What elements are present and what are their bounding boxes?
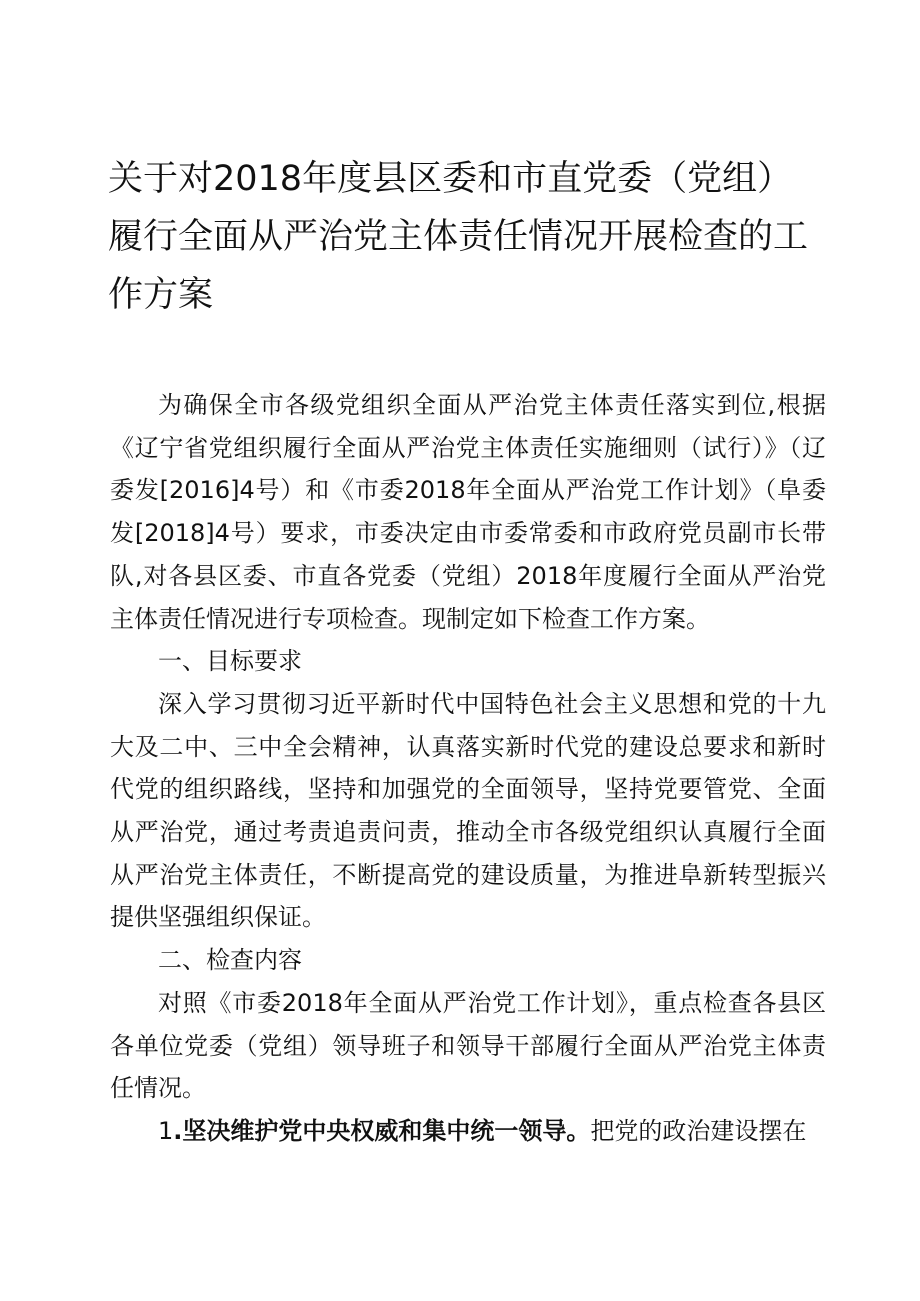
section-heading-goals: 一、目标要求 bbox=[158, 647, 302, 676]
list-item-bold-heading: .坚决维护党中央权威和集中统一领导。 bbox=[173, 1116, 591, 1145]
intro-paragraph: 为确保全市各级党组织全面从严治党主体责任落实到位,根据《辽宁省党组织履行全面从严治党主体责任实施细则（试行）》（辽委发[2016]4号）和《市委2018年全面从严治党工作计划》（阜委发[2018]4号）要求，市委决定由市委常委和市政府党员副市长带队,对各县区委、市直各党委（党组）2018年度履行全面从严治党主体责任情况进行专项检查。现制定如下检查工作方案。 bbox=[110, 391, 826, 633]
section-heading-content: 二、检查内容 bbox=[158, 946, 302, 975]
document-body bbox=[110, 384, 826, 1153]
document-title: 关于对2018年度县区委和市直党委（党组）履行全面从严治党主体责任情况开展检查的工作方案 bbox=[108, 159, 809, 315]
list-item-1 bbox=[110, 1110, 826, 1153]
content-paragraph: 对照《市委2018年全面从严治党工作计划》，重点检查各县区各单位党委（党组）领导班子和领导干部履行全面从严治党主体责任情况。 bbox=[110, 988, 826, 1103]
list-item-number: 1 bbox=[158, 1116, 174, 1145]
list-item-text: 把党的政治建设摆在 bbox=[590, 1116, 807, 1145]
goals-paragraph: 深入学习贯彻习近平新时代中国特色社会主义思想和党的十九大及二中、三中全会精神，认真落实新时代党的建设总要求和新时代党的组织路线，坚持和加强党的全面领导，坚持党要管党、全面从严治党，通过考责追责问责，推动全市各级党组织认真履行全面从严治党主体责任，不断提高党的建设质量，为推进阜新转型振兴提供坚强组织保证。 bbox=[110, 689, 826, 932]
